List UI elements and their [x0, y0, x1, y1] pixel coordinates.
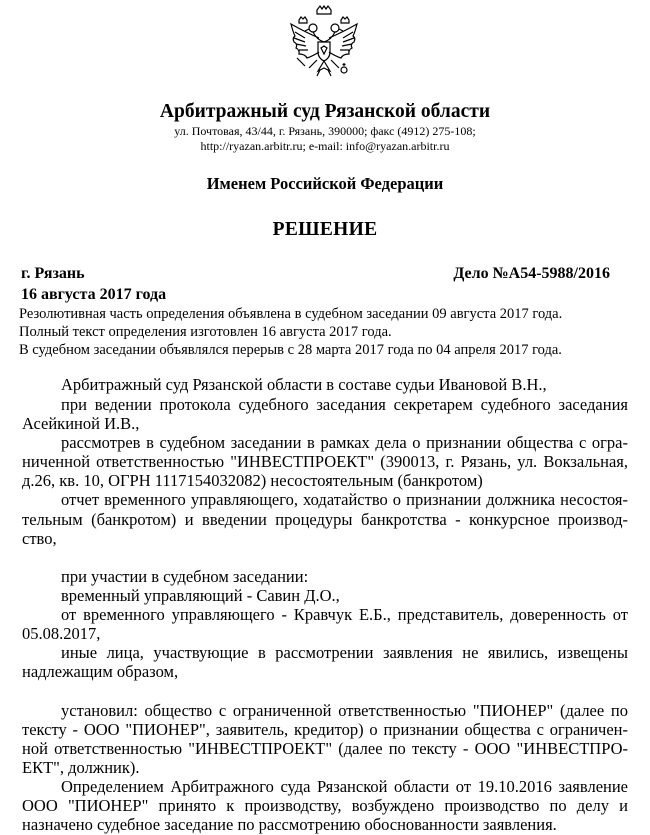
- body-line: временный управляющий - Савин Д.О.,: [61, 586, 340, 605]
- body-line: надлежащим образом,: [22, 662, 179, 681]
- body-line: 05.08.2017,: [22, 624, 101, 643]
- court-contacts: http://ryazan.arbitr.ru; e-mail: info@ryazan.arbitr.ru: [200, 139, 450, 153]
- body-line: иные лица, участвующие в рассмотрении заявления не явились, извещены: [61, 643, 628, 662]
- body-line: от временного управляющего - Кравчук Е.Б., представитель, доверенность от: [61, 605, 628, 624]
- body-line: рассмотрев в судебном заседании в рамках дела о признании общества с огра-: [61, 433, 628, 452]
- court-address: ул. Почтовая, 43/44, г. Рязань, 390000; факс (4912) 275-108;: [174, 124, 476, 138]
- note-line: Резолютивная часть определения объявлена в судебном заседании 09 августа 2017 года.: [19, 306, 563, 322]
- body-line: назначено судебное заседание по рассмотрению обоснованности заявления.: [22, 815, 557, 834]
- body-line: ство,: [22, 529, 57, 548]
- body-line: ООО "ПИОНЕР" принято к производству, возбуждено производство по делу и: [22, 796, 628, 815]
- body-line: Асейкиной И.В.,: [22, 414, 140, 433]
- body-line: д.26, кв. 10, ОГРН 1117154032082) несостоятельным (банкротом): [22, 471, 483, 490]
- note-line: Полный текст определения изготовлен 16 августа 2017 года.: [19, 324, 392, 340]
- note-line: В судебном заседании объявлялся перерыв с 28 марта 2017 года по 04 апреля 2017 года.: [19, 342, 562, 358]
- body-line: ниченной ответственностью "ИНВЕСТПРОЕКТ" (390013, г. Рязань, ул. Вокзальная,: [22, 452, 628, 471]
- decision-date: 16 августа 2017 года: [21, 286, 167, 303]
- body-line: тексту - ООО "ПИОНЕР", заявитель, кредитор) о признании общества с ограничен-: [22, 720, 628, 739]
- body-line: при участии в судебном заседании:: [61, 567, 309, 586]
- body-line: установил: общество с ограниченной ответственностью "ПИОНЕР" (далее по: [61, 701, 628, 720]
- body-line: отчет временного управляющего, ходатайство о признании должника несостоя-: [61, 490, 628, 509]
- city: г. Рязань: [21, 265, 85, 282]
- body-line: Определением Арбитражного суда Рязанской области от 19.10.2016 заявление: [61, 777, 628, 796]
- court-name: Арбитражный суд Рязанской области: [159, 101, 491, 122]
- body-line: ЕКТ", должник).: [22, 758, 140, 777]
- body-line: ной ответственностью "ИНВЕСТПРОЕКТ" (далее по тексту - ООО "ИНВЕСТПРО-: [22, 739, 628, 758]
- body-line: тельным (банкротом) и введении процедуры банкротства - конкурсное производ-: [22, 510, 628, 529]
- body-line: Арбитражный суд Рязанской области в составе судьи Ивановой В.Н.,: [61, 375, 547, 394]
- coat-of-arms-emblem: [283, 4, 365, 86]
- document-title: РЕШЕНИЕ: [272, 219, 378, 240]
- federation-heading: Именем Российской Федерации: [206, 174, 444, 193]
- body-line: при ведении протокола судебного заседания секретарем судебного заседания: [61, 395, 628, 414]
- case-number: Дело №А54-5988/2016: [453, 265, 610, 282]
